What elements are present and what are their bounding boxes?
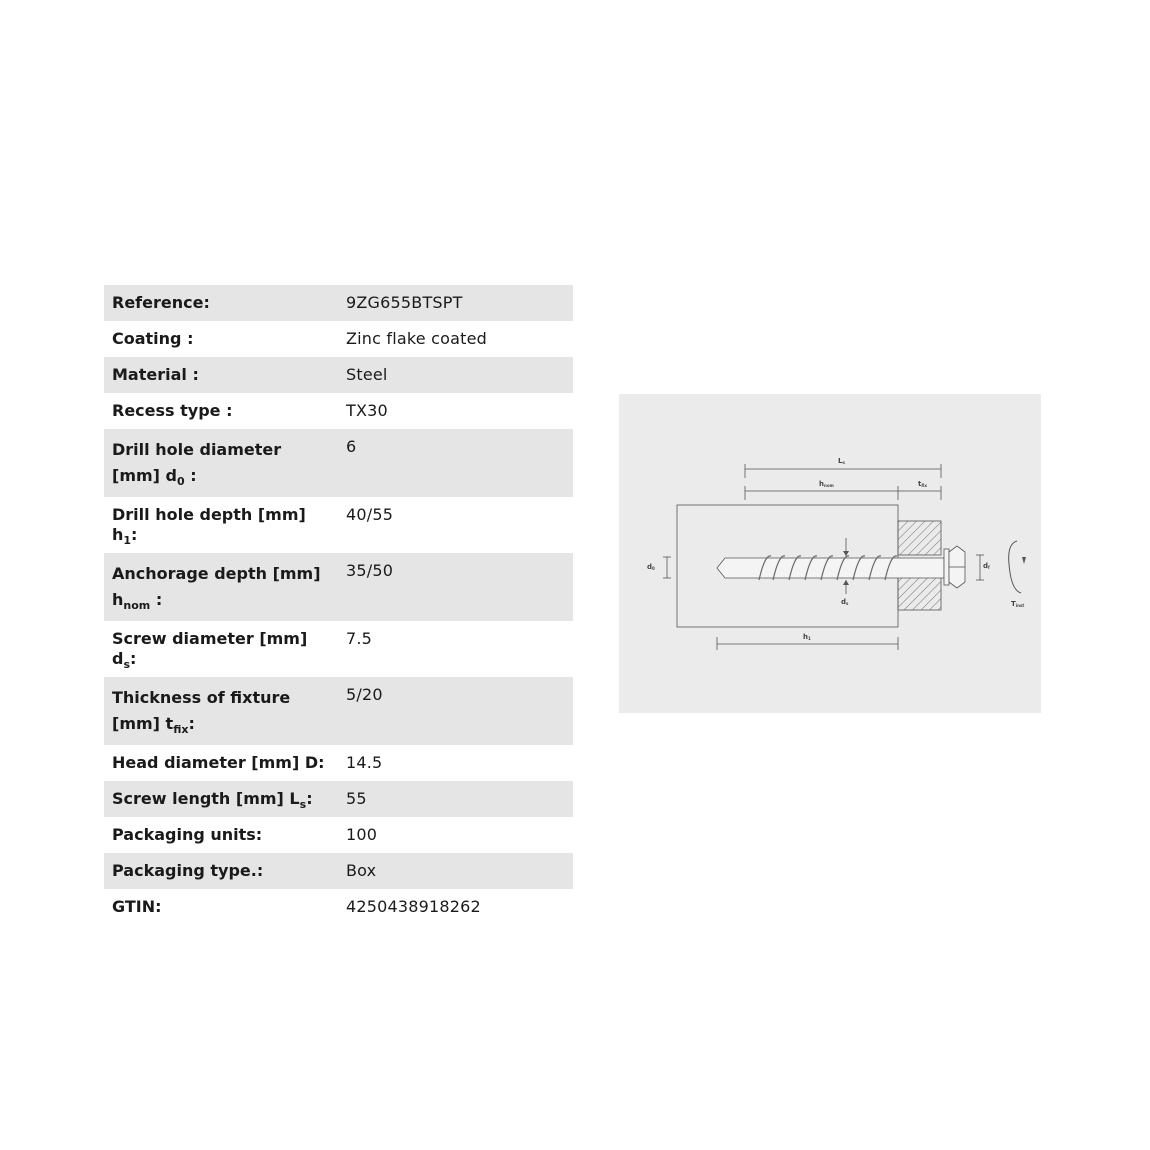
fixture-lower — [898, 576, 941, 610]
spec-label: Thickness of fixture [mm] $t_{fix}$: — [104, 677, 338, 745]
spec-label: Screw length [mm] $L_s$: — [104, 781, 338, 817]
spec-row-anchorage-depth — [104, 553, 573, 621]
spec-label: Drill hole diameter [mm] $d_0$ : — [104, 429, 338, 497]
spec-value: TX30 — [346, 401, 388, 420]
screw-dimension-drawing — [619, 394, 1041, 713]
spec-label: Packaging type.: — [104, 853, 338, 889]
spec-row-packaging-type — [104, 853, 573, 889]
fixture-upper — [898, 521, 941, 555]
screw-shank — [717, 558, 944, 578]
label-d0: d0 — [647, 563, 655, 571]
spec-value: 40/55 — [346, 505, 394, 524]
spec-value: 55 — [338, 781, 573, 817]
spec-table — [104, 285, 573, 925]
spec-label: Screw diameter [mm] $d_s$: — [112, 629, 308, 672]
spec-row-thickness-of-fixture — [104, 677, 573, 745]
spec-label: Head diameter [mm] D: — [112, 753, 325, 772]
spec-label: Coating : — [112, 329, 194, 348]
spec-row-recess-type — [104, 393, 573, 429]
spec-row-screw-length — [104, 781, 573, 817]
spec-label: Drill hole depth [mm] $h_1$: — [112, 505, 306, 548]
spec-row-packaging-units — [104, 817, 573, 853]
technical-diagram — [619, 394, 1041, 713]
label-tfix: tfix — [918, 480, 927, 488]
spec-row-gtin — [104, 889, 573, 925]
spec-row-material — [104, 357, 573, 393]
spec-value: Box — [338, 853, 573, 889]
spec-value: Steel — [338, 357, 573, 393]
spec-label: Anchorage depth [mm] $h_{nom}$ : — [104, 553, 338, 621]
spec-label: Reference: — [104, 285, 338, 321]
label-hnom: hnom — [819, 480, 834, 488]
label-tinst: Tinst — [1011, 600, 1025, 608]
spec-row-reference — [104, 285, 573, 321]
label-ls: Ls — [838, 457, 845, 465]
spec-label: Recess type : — [112, 401, 233, 420]
spec-row-screw-diameter — [104, 621, 573, 677]
torque-arc — [1009, 541, 1021, 593]
spec-value: 7.5 — [346, 629, 373, 648]
spec-value: 9ZG655BTSPT — [338, 285, 573, 321]
spec-value: 14.5 — [346, 753, 383, 772]
spec-value: 35/50 — [338, 553, 573, 621]
spec-label: Material : — [104, 357, 338, 393]
label-df: df — [983, 562, 990, 570]
spec-row-coating — [104, 321, 573, 357]
spec-row-drill-hole-diameter — [104, 429, 573, 497]
label-ds: ds — [841, 598, 849, 606]
spec-label: GTIN: — [112, 897, 162, 916]
spec-value: Zinc flake coated — [346, 329, 488, 348]
label-h1: h1 — [803, 633, 811, 641]
spec-row-drill-hole-depth — [104, 497, 573, 553]
spec-label: Packaging units: — [112, 825, 263, 844]
washer — [944, 549, 949, 585]
spec-value: 100 — [346, 825, 378, 844]
spec-row-head-diameter — [104, 745, 573, 781]
spec-value: 4250438918262 — [346, 897, 481, 916]
spec-value: 6 — [338, 429, 573, 497]
spec-value: 5/20 — [338, 677, 573, 745]
